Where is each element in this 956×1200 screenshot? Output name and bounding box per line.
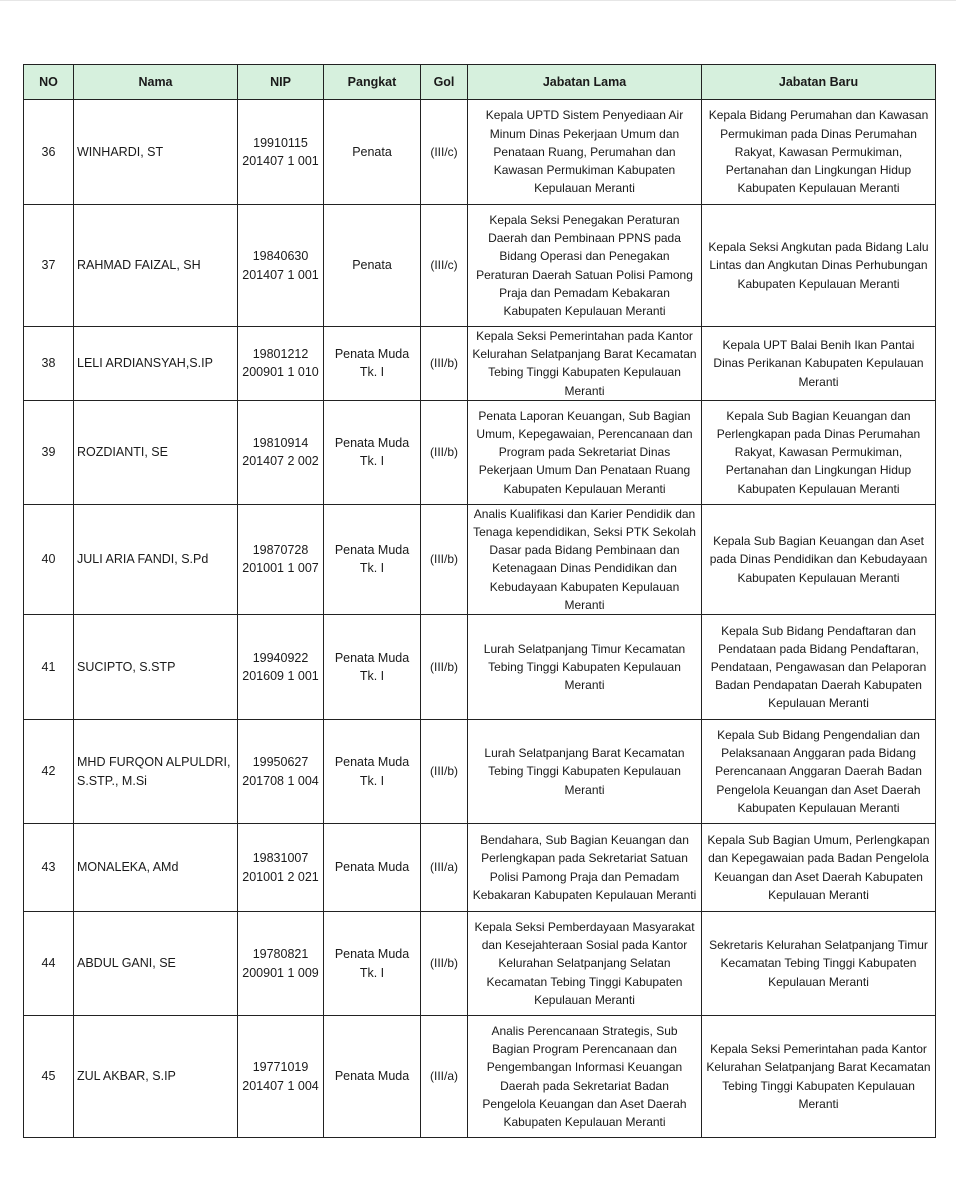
cell-nip-line: 19950627 [252,755,309,770]
cell-jabatan-lama-line: Meranti [564,678,605,693]
cell-nip-line: 19771019 [252,1060,309,1075]
cell-jabatan-lama-line: Program pada Sekretariat Dinas [498,445,671,460]
cell-nip-line: 19801212 [252,347,309,362]
header-nip: NIP [238,65,324,100]
cell-nip-line: 201001 1 007 [242,561,319,576]
cell-jabatan-baru-line: Kepala Sub Bagian Keuangan dan [726,408,911,423]
cell-jabatan-lama-line: Perlengkapan pada Sekretariat Satuan [481,851,688,866]
cell-nama [74,327,238,401]
table-row [24,615,936,720]
cell-jabatan-baru [702,824,936,912]
cell-jabatan-baru-line: Kepala Seksi Angkutan pada Bidang Lalu [708,240,929,255]
cell-nama-line: RAHMAD FAIZAL, SH [77,258,201,273]
cell-no: 37 [24,205,74,327]
cell-pangkat-line: Penata Muda [334,543,410,558]
cell-nama-line: JULI ARIA FANDI, S.Pd [77,552,209,567]
cell-jabatan-lama-line: Kepulauan Meranti [534,992,635,1007]
cell-nip-line: 19840630 [252,249,309,264]
cell-jabatan-lama [468,615,702,720]
cell-jabatan-lama-line: Ketenagaan Dinas Pendidikan dan [492,561,677,576]
cell-jabatan-lama-line: Tenaga kependidikan, Seksi PTK Sekolah [473,525,696,540]
cell-pangkat [324,824,421,912]
cell-jabatan-lama [468,720,702,824]
cell-nama-line: LELI ARDIANSYAH,S.IP [77,356,213,371]
cell-jabatan-baru-line: Kepulauan Meranti [768,974,869,989]
cell-jabatan-baru-line: Meranti [798,374,839,389]
table-row [24,327,936,401]
cell-nip-line: 201708 1 004 [242,773,319,788]
cell-jabatan-lama-line: Kelurahan Selatpanjang Barat Kecamatan [472,347,697,362]
cell-pangkat-line: Penata Muda [334,436,410,451]
cell-jabatan-baru [702,205,936,327]
cell-pangkat-line: Tk. I [359,669,385,684]
cell-jabatan-lama-line: Pengelola Keuangan dan Aset Daerah [482,1096,687,1111]
cell-jabatan-baru-line: Pertanahan dan Lingkungan Hidup [725,163,912,178]
cell-pangkat [324,100,421,205]
cell-pangkat [324,720,421,824]
cell-nip [238,720,324,824]
cell-jabatan-lama-line: Tebing Tinggi Kabupaten Kepulauan [488,659,681,674]
cell-jabatan-lama-line: Daerah dan Pembinaan PPNS pada [488,231,681,246]
cell-jabatan-baru-line: Pengelola Keuangan dan Aset Daerah [716,782,921,797]
cell-jabatan-lama-line: Dasar pada Bidang Pembinaan dan [489,543,680,558]
cell-pangkat-line: Penata Muda [334,947,410,962]
cell-jabatan-lama-line: Kebudayaan Kabupaten Kepulauan [489,579,680,594]
cell-no: 41 [24,615,74,720]
cell-jabatan-lama-line: Kelurahan Selatpanjang Selatan [498,956,671,971]
cell-jabatan-baru-line: Dinas Perikanan Kabupaten Kepulauan [713,356,924,371]
cell-pangkat [324,615,421,720]
cell-pangkat [324,1016,421,1138]
cell-jabatan-lama [468,504,702,614]
cell-jabatan-baru-line: Kepulauan Meranti [768,696,869,711]
cell-jabatan-baru-line: Tebing Tinggi Kabupaten Kepulauan [722,1078,915,1093]
cell-jabatan-baru-line: Kepala Seksi Pemerintahan pada Kantor [710,1042,927,1057]
cell-pangkat-line: Penata [352,258,392,273]
cell-jabatan-lama-line: Umum, Kepegawaian, Perencanaan dan [476,427,693,441]
cell-jabatan-lama-line: Daerah pada Sekretariat Badan [500,1078,669,1093]
table-row [24,400,936,504]
cell-jabatan-lama [468,912,702,1016]
header-jabatan-lama: Jabatan Lama [468,65,702,100]
cell-jabatan-lama [468,100,702,205]
cell-jabatan-lama-line: Bidang Operasi dan Penegakan [499,249,670,264]
cell-jabatan-lama-line: Tebing Tinggi Kabupaten Kepulauan [488,365,681,380]
cell-jabatan-baru-line: Kecamatan Tebing Tinggi Kabupaten [720,956,917,971]
cell-jabatan-baru-line: Pendataan, Pengawasan dan Pelaporan [710,659,927,674]
cell-pangkat [324,504,421,614]
cell-jabatan-baru [702,400,936,504]
cell-jabatan-baru-line: Kabupaten Kepulauan Meranti [737,181,900,196]
cell-pangkat-line: Tk. I [359,365,385,380]
cell-jabatan-baru-line: Kepala UPT Balai Benih Ikan Pantai [722,338,915,353]
cell-jabatan-baru-line: Meranti [798,1096,839,1111]
cell-jabatan-baru-line: Sekretaris Kelurahan Selatpanjang Timur [709,938,928,953]
cell-jabatan-baru-line: Perencanaan Anggaran Daerah Badan [715,764,922,779]
cell-nama-line: MONALEKA, AMd [77,860,179,875]
table-row [24,100,936,205]
cell-jabatan-baru-line: Kepala Sub Bagian Keuangan dan Aset [713,534,924,549]
cell-jabatan-baru [702,912,936,1016]
cell-jabatan-lama-line: Bendahara, Sub Bagian Keuangan dan [480,833,689,848]
cell-nama [74,400,238,504]
cell-pangkat [324,205,421,327]
cell-jabatan-lama-line: Meranti [564,782,605,797]
cell-pangkat-line: Penata Muda [334,347,410,362]
cell-jabatan-lama-line: Kepala Seksi Pemerintahan pada Kantor [476,329,693,343]
cell-jabatan-lama-line: Tebing Tinggi Kabupaten Kepulauan [488,764,681,779]
cell-nama [74,720,238,824]
cell-jabatan-baru-line: Kabupaten Kepulauan Meranti [737,481,900,496]
cell-no: 38 [24,327,74,401]
cell-nip-line: 200901 1 009 [242,965,319,980]
cell-jabatan-baru-line: Lintas dan Angkutan Dinas Perhubungan [709,258,928,273]
cell-jabatan-lama-line: Kabupaten Kepulauan Meranti [503,1114,666,1129]
cell-jabatan-lama-line: Pekerjaan Umum Dan Penataan Ruang [478,463,691,478]
cell-gol: (III/b) [421,615,468,720]
cell-pangkat-line: Tk. I [359,454,385,469]
cell-jabatan-lama-line: Pengembangan Informasi Keuangan [486,1060,683,1075]
cell-nip [238,615,324,720]
table-row [24,205,936,327]
cell-no: 44 [24,912,74,1016]
cell-jabatan-baru [702,327,936,401]
cell-pangkat-line: Penata Muda [334,1069,410,1084]
cell-gol: (III/b) [421,504,468,614]
table-row [24,824,936,912]
cell-jabatan-baru [702,100,936,205]
cell-gol: (III/a) [421,824,468,912]
cell-nip [238,504,324,614]
top-divider [0,0,956,1]
cell-jabatan-lama-line: Kabupaten Kepulauan Meranti [503,481,666,496]
cell-jabatan-lama [468,205,702,327]
cell-jabatan-lama-line: Kepulauan Meranti [534,181,635,196]
cell-nip [238,327,324,401]
cell-nip-line: 201001 2 021 [242,869,319,884]
cell-nip-line: 201407 1 001 [242,267,319,282]
cell-nip-line: 201407 1 004 [242,1078,319,1093]
cell-pangkat-line: Penata Muda [334,860,410,875]
cell-gol: (III/a) [421,1016,468,1138]
cell-jabatan-lama [468,327,702,401]
cell-pangkat-line: Penata [352,144,392,159]
cell-nip [238,205,324,327]
cell-jabatan-baru-line: Kepala Sub Bagian Umum, Perlengkapan [707,833,930,848]
cell-jabatan-baru-line: Keuangan dan Aset Daerah Kabupaten [714,869,923,884]
header-jabatan-baru: Jabatan Baru [702,65,936,100]
cell-jabatan-lama-line: Analis Perencanaan Strategis, Sub [491,1023,678,1038]
cell-jabatan-lama-line: Lurah Selatpanjang Barat Kecamatan [484,746,685,761]
cell-jabatan-baru-line: Perlengkapan pada Dinas Perumahan [716,427,921,441]
cell-gol: (III/b) [421,912,468,1016]
cell-nip [238,1016,324,1138]
cell-nip-line: 201609 1 001 [242,669,319,684]
cell-nip [238,400,324,504]
cell-jabatan-lama-line: dan Kesejahteraan Sosial pada Kantor [481,938,688,953]
header-no: NO [24,65,74,100]
header-nama: Nama [74,65,238,100]
cell-nip-line: 19910115 [253,135,308,150]
cell-jabatan-lama-line: Penataan Ruang, Perumahan dan [493,144,676,159]
cell-nama [74,504,238,614]
header-gol: Gol [421,65,468,100]
cell-jabatan-lama-line: Analis Kualifikasi dan Karier Pendidik dan [473,506,696,521]
cell-jabatan-lama-line: Kabupaten Kepulauan Meranti [503,303,666,318]
cell-nip [238,824,324,912]
cell-pangkat [324,327,421,401]
cell-nip-line: 19810914 [252,436,309,451]
cell-jabatan-baru-line: Pelaksanaan Anggaran pada Bidang [721,746,916,761]
cell-jabatan-baru-line: Rakyat, Kawasan Permukiman, [734,445,903,460]
cell-jabatan-baru-line: Kabupaten Kepulauan Meranti [737,276,900,291]
cell-pangkat [324,912,421,1016]
cell-jabatan-baru-line: Kabupaten Kepulauan Meranti [737,570,900,585]
cell-nip-line: 19831007 [252,851,309,866]
cell-gol: (III/b) [421,400,468,504]
cell-jabatan-lama-line: Meranti [564,383,605,398]
cell-jabatan-lama-line: Kepala Seksi Penegakan Peraturan [489,212,680,227]
cell-no: 36 [24,100,74,205]
table-row [24,720,936,824]
cell-nama-line: SUCIPTO, S.STP [77,659,176,674]
cell-gol: (III/c) [421,100,468,205]
cell-jabatan-lama-line: Kebakaran Kabupaten Kepulauan Meranti [472,887,697,902]
cell-nip-line: 19780821 [252,947,309,962]
cell-jabatan-lama [468,1016,702,1138]
cell-no: 40 [24,504,74,614]
cell-nip-line: 19940922 [252,650,309,665]
cell-jabatan-lama-line: Bagian Program Perencanaan dan [492,1042,677,1057]
cell-nama-line: ROZDIANTI, SE [77,445,168,460]
table-header-row [24,65,936,100]
personnel-table [23,64,936,1138]
cell-pangkat [324,400,421,504]
cell-nama-line: S.STP., M.Si [77,773,147,788]
cell-jabatan-baru [702,504,936,614]
cell-nama [74,912,238,1016]
cell-gol: (III/b) [421,720,468,824]
cell-nama [74,205,238,327]
table-body [24,100,936,1138]
cell-nip-line: 201407 1 001 [242,154,319,168]
cell-jabatan-baru-line: pada Dinas Pendidikan dan Kebudayaan [709,552,928,567]
cell-jabatan-lama-line: Praja dan Pemadam Kebakaran [499,285,670,300]
cell-nip [238,100,324,205]
cell-jabatan-baru-line: Rakyat, Kawasan Permukiman, [734,144,903,159]
cell-no: 43 [24,824,74,912]
cell-jabatan-baru-line: Pendataan pada Bidang Pendaftaran, [718,641,919,656]
cell-nip-line: 201407 2 002 [242,454,319,469]
cell-jabatan-lama-line: Kawasan Permukiman Kabupaten [493,163,676,178]
cell-jabatan-lama [468,400,702,504]
cell-jabatan-baru-line: Permukiman pada Dinas Perumahan [720,126,917,141]
cell-jabatan-baru-line: Kepala Sub Bidang Pendaftaran dan [721,623,916,638]
cell-nama-line: MHD FURQON ALPULDRI, [77,755,231,770]
cell-jabatan-lama [468,824,702,912]
cell-jabatan-baru-line: Kabupaten Kepulauan Meranti [737,800,900,815]
cell-jabatan-baru-line: Kepulauan Meranti [768,887,869,902]
cell-nip [238,912,324,1016]
cell-nama [74,1016,238,1138]
table-row [24,1016,936,1138]
table-row [24,504,936,614]
cell-jabatan-lama-line: Peraturan Daerah Satuan Polisi Pamong [476,267,693,282]
cell-pangkat-line: Tk. I [359,561,385,576]
cell-jabatan-baru-line: Kepala Sub Bidang Pengendalian dan [717,728,920,743]
cell-jabatan-baru-line: Badan Pendapatan Daerah Kabupaten [715,678,922,693]
cell-pangkat-line: Penata Muda [334,650,410,665]
cell-jabatan-lama-line: Lurah Selatpanjang Timur Kecamatan [483,641,686,656]
cell-jabatan-baru-line: Kelurahan Selatpanjang Barat Kecamatan [706,1060,931,1075]
cell-nama-line: ABDUL GANI, SE [77,956,176,971]
cell-nama [74,824,238,912]
cell-no: 45 [24,1016,74,1138]
cell-jabatan-baru [702,1016,936,1138]
cell-nip-line: 200901 1 010 [242,365,319,380]
table-row [24,912,936,1016]
cell-pangkat-line: Penata Muda [334,755,410,770]
cell-jabatan-lama-line: Minum Dinas Pekerjaan Umum dan [489,126,680,141]
cell-jabatan-baru-line: Pertanahan dan Lingkungan Hidup [725,463,912,478]
cell-no: 42 [24,720,74,824]
cell-gol: (III/c) [421,205,468,327]
cell-no: 39 [24,400,74,504]
cell-jabatan-lama-line: Penata Laporan Keuangan, Sub Bagian [478,408,691,423]
cell-jabatan-baru [702,720,936,824]
cell-jabatan-lama-line: Kepala Seksi Pemberdayaan Masyarakat [474,920,695,935]
cell-nama-line: WINHARDI, ST [77,144,164,159]
cell-nip-line: 19870728 [252,543,309,558]
cell-jabatan-lama-line: Kecamatan Tebing Tinggi Kabupaten [486,974,683,989]
cell-jabatan-lama-line: Meranti [564,597,605,612]
cell-pangkat-line: Tk. I [359,773,385,788]
cell-jabatan-baru-line: Kepala Bidang Perumahan dan Kawasan [708,108,929,123]
cell-nama-line: ZUL AKBAR, S.IP [77,1069,176,1084]
cell-nama [74,100,238,205]
cell-gol: (III/b) [421,327,468,401]
cell-nama [74,615,238,720]
cell-pangkat-line: Tk. I [359,965,385,980]
header-pangkat: Pangkat [324,65,421,100]
cell-jabatan-lama-line: Kepala UPTD Sistem Penyediaan Air [485,108,684,123]
cell-jabatan-baru-line: dan Kepegawaian pada Badan Pengelola [708,851,929,866]
cell-jabatan-lama-line: Polisi Pamong Praja dan Pemadam [489,869,680,884]
cell-jabatan-baru [702,615,936,720]
